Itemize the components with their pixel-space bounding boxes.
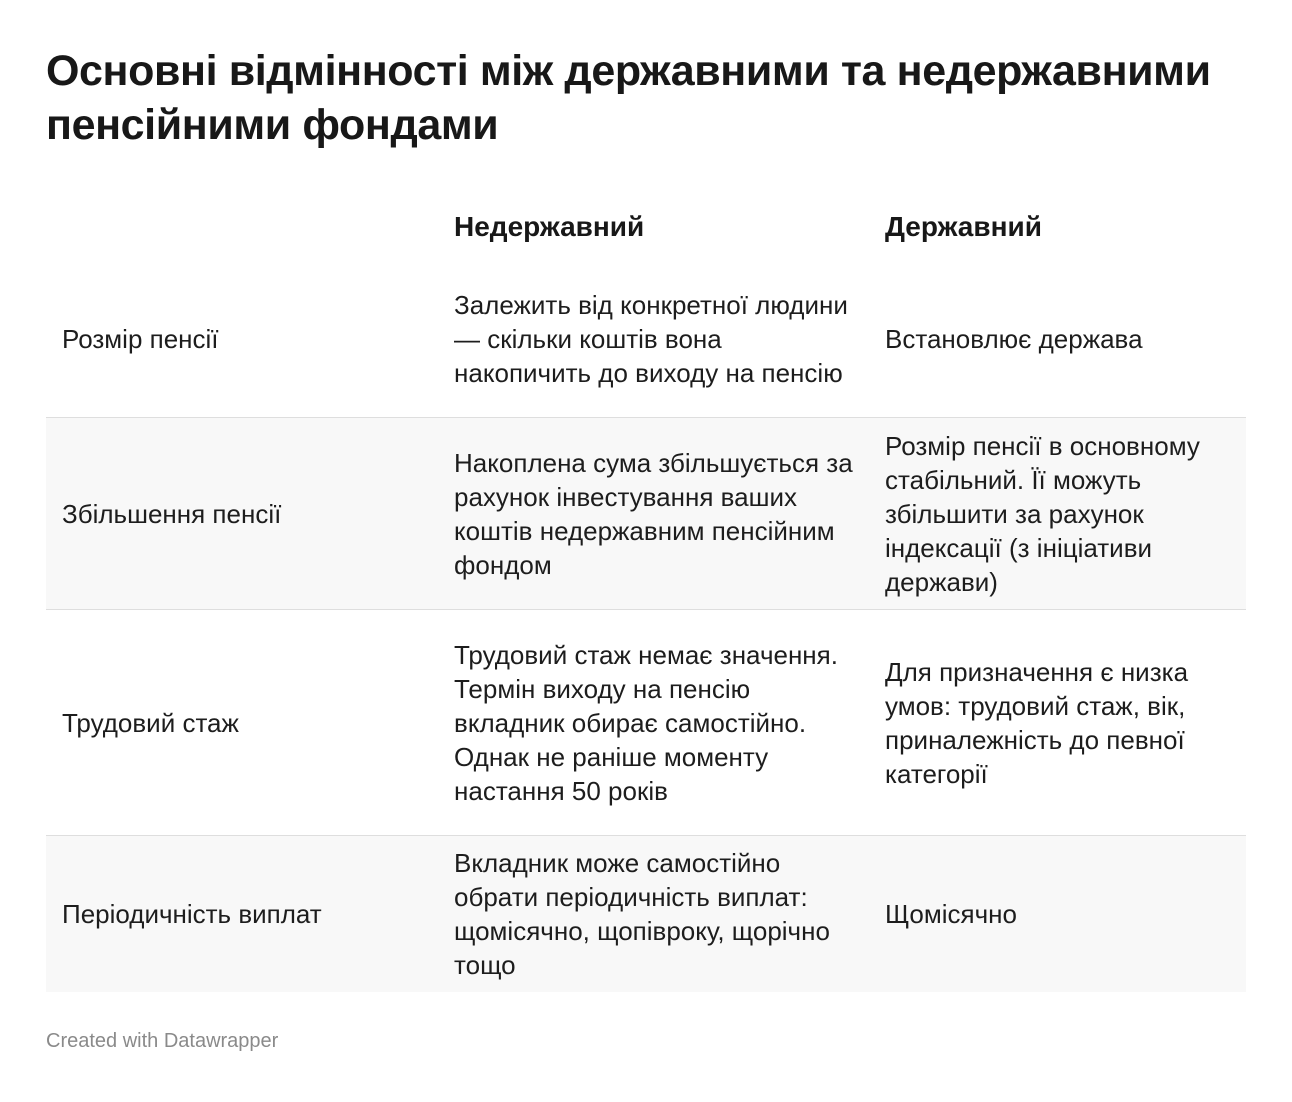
cell-private: Залежить від конкретної людини — скільки коштів вона накопичить до виходу на пенсію [454, 289, 848, 388]
row-label: Збільшення пенсії [62, 498, 282, 529]
chart-title: Основні відмінності між державними та недержавними пенсійними фондами [46, 47, 1211, 149]
attribution-footer[interactable]: Created with Datawrapper [46, 1030, 279, 1052]
comparison-table [46, 194, 1246, 992]
row-label: Періодичність виплат [62, 899, 322, 929]
column-header-state: Державний [885, 211, 1042, 242]
table-row [46, 260, 1246, 418]
cell-private: Вкладник може самостійно обрати періодичність виплат: щомісячно, щопівроку, щорічно тощо [454, 848, 830, 980]
column-header-private: Недержавний [454, 211, 645, 242]
table-row [46, 610, 1246, 836]
cell-state: Розмір пенсії в основному стабільний. Її можуть збільшити за рахунок індексації (з ініціативи держави) [885, 430, 1200, 597]
cell-state: Для призначення є низка умов: трудовий стаж, вік, приналежність до певної категорії [885, 656, 1189, 789]
row-label: Розмір пенсії [62, 323, 219, 354]
chart-container [46, 44, 1246, 980]
cell-private: Трудовий стаж немає значення. Термін виходу на пенсію вкладник обирає самостійно. Однак не раніше моменту настання 50 років [454, 639, 838, 806]
table-row [46, 836, 1246, 992]
cell-state: Щомісячно [885, 899, 1017, 929]
cell-private: Накоплена сума збільшується за рахунок інвестування ваших коштів недержавним пенсійним фондом [454, 447, 853, 580]
row-label: Трудовий стаж [62, 707, 239, 738]
cell-state: Встановлює держава [885, 323, 1143, 354]
table-header-row [46, 194, 1246, 260]
table-row [46, 418, 1246, 610]
